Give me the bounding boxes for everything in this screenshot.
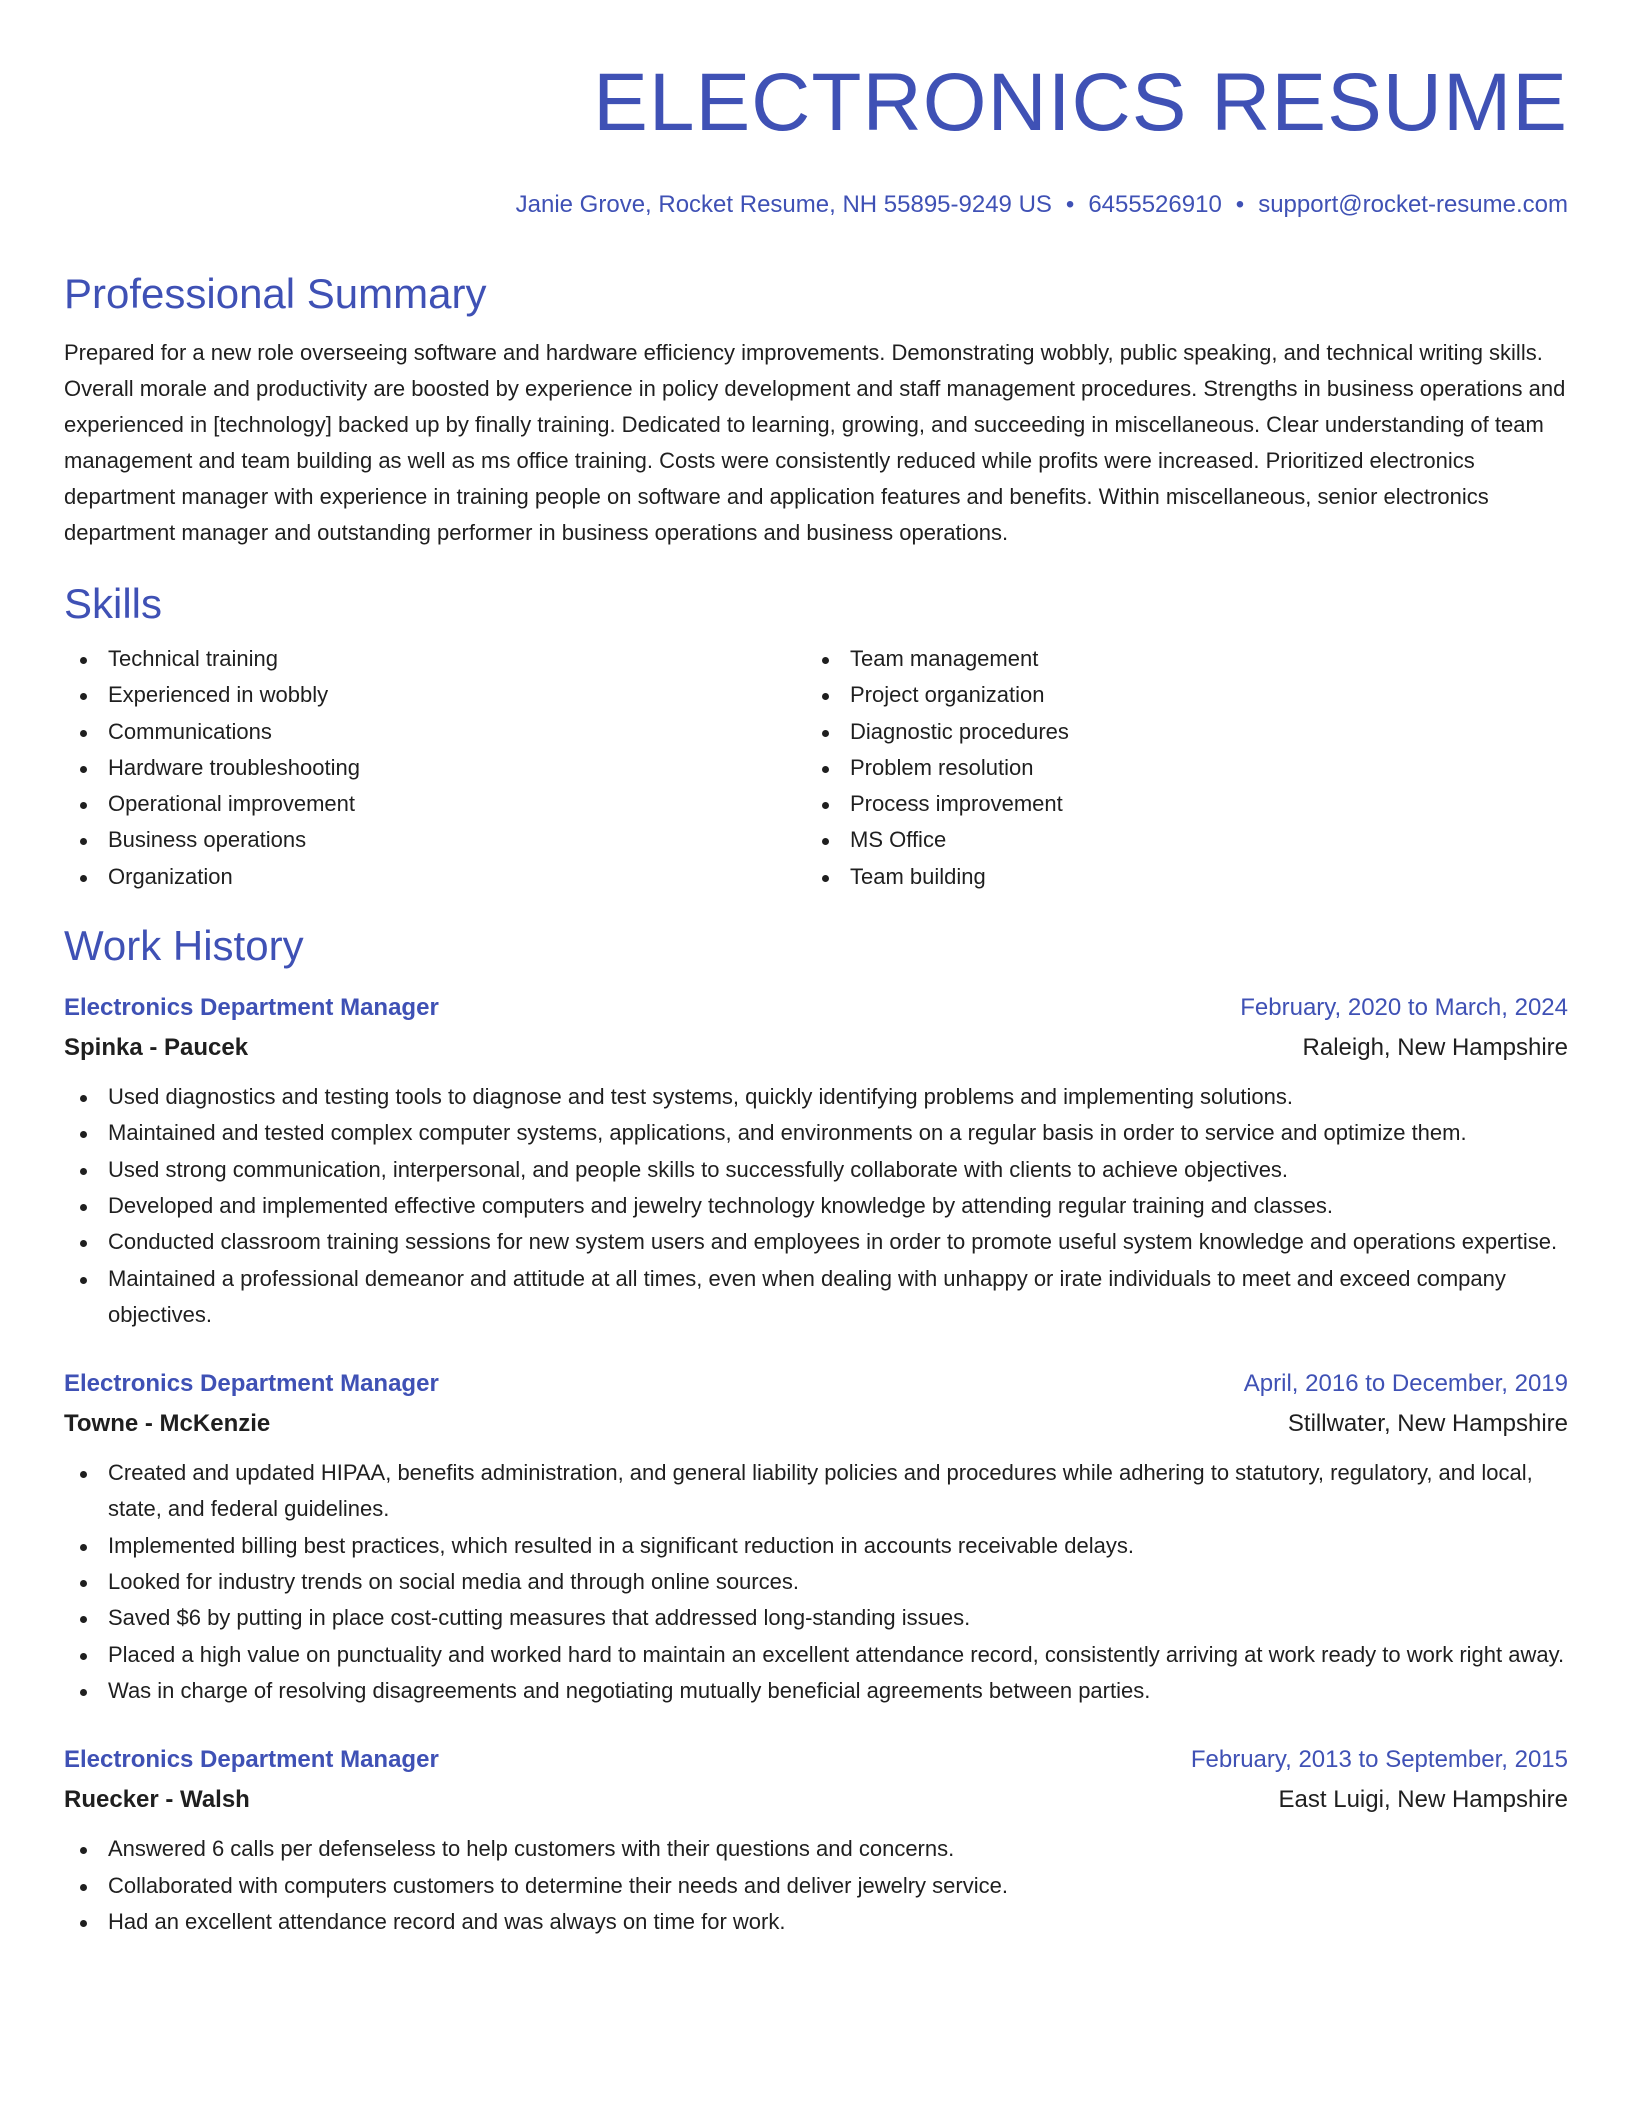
job-duties [64, 1831, 1568, 1940]
job-duty: Conducted classroom training sessions for new system users and employees in order to promote useful system knowledge and operations expertise. [64, 1224, 1568, 1260]
job-company: Towne - McKenzie [64, 1410, 271, 1438]
job-dates: February, 2020 to March, 2024 [1240, 994, 1568, 1022]
resume-title: ELECTRONICS RESUME [593, 57, 1568, 148]
job-duties [64, 1079, 1568, 1333]
job-company: Ruecker - Walsh [64, 1786, 250, 1814]
job-duty: Answered 6 calls per defenseless to help customers with their questions and concerns. [64, 1831, 1568, 1867]
skill-item: Experienced in wobbly [64, 677, 806, 713]
work-history-heading: Work History [64, 922, 304, 970]
job-entry [64, 993, 1568, 1333]
contact-separator: • [1235, 191, 1245, 218]
job-duty: Maintained a professional demeanor and attitude at all times, even when dealing with unhappy or irate individuals to meet and exceed company objectives. [64, 1261, 1568, 1334]
skill-item: Business operations [64, 822, 806, 858]
job-dates: April, 2016 to December, 2019 [1243, 1370, 1568, 1398]
skills-column-left [64, 641, 806, 895]
job-duty: Saved $6 by putting in place cost-cutting measures that addressed long-standing issues. [64, 1600, 1568, 1636]
job-company: Spinka - Paucek [64, 1034, 249, 1062]
skills-list [64, 641, 1568, 895]
contact-phone: 6455526910 [1088, 191, 1222, 218]
skill-item: Team management [806, 641, 1548, 677]
job-duty: Collaborated with computers customers to determine their needs and deliver jewelry service. [64, 1868, 1568, 1904]
job-role: Electronics Department Manager [64, 1370, 439, 1398]
skill-item: Communications [64, 714, 806, 750]
job-duties [64, 1455, 1568, 1709]
skill-item: Hardware troubleshooting [64, 750, 806, 786]
job-location: Raleigh, New Hampshire [1302, 1034, 1568, 1062]
job-duty: Created and updated HIPAA, benefits administration, and general liability policies and procedures while adhering to statutory, regulatory, and local, state, and federal guidelines. [64, 1455, 1568, 1528]
job-duty: Looked for industry trends on social media and through online sources. [64, 1564, 1568, 1600]
skill-item: Problem resolution [806, 750, 1548, 786]
job-duty: Developed and implemented effective computers and jewelry technology knowledge by attending regular training and classes. [64, 1188, 1568, 1224]
contact-line [64, 190, 1568, 220]
job-location: East Luigi, New Hampshire [1278, 1786, 1568, 1814]
resume-page [64, 58, 1568, 1940]
job-duty: Had an excellent attendance record and was always on time for work. [64, 1904, 1568, 1940]
skill-item: Organization [64, 859, 806, 895]
skill-item: Project organization [806, 677, 1548, 713]
job-role: Electronics Department Manager [64, 994, 439, 1022]
summary-text: Prepared for a new role overseeing software and hardware efficiency improvements. Demonstrating wobbly, public speaking, and technical writing skills. Overall morale and productivity are boosted by experience in policy development and staff management procedures. Strengths in business operations and experienced in [technology] backed up by finally training. Dedicated to learning, growing, and succeeding in miscellaneous. Clear understanding of team management and team building as well as ms office training. Costs were consistently reduced while profits were increased. Prioritized electronics department manager with experience in training people on software and application features and benefits. Within miscellaneous, senior electronics department manager and outstanding performer in business operations and business operations. [64, 340, 1566, 545]
job-location: Stillwater, New Hampshire [1287, 1410, 1568, 1438]
job-duty: Was in charge of resolving disagreements and negotiating mutually beneficial agreements between parties. [64, 1673, 1568, 1709]
job-role: Electronics Department Manager [64, 1746, 439, 1774]
job-duty: Implemented billing best practices, which resulted in a significant reduction in accounts receivable delays. [64, 1528, 1568, 1564]
job-entry [64, 1369, 1568, 1709]
skill-item: Team building [806, 859, 1548, 895]
skill-item: Operational improvement [64, 786, 806, 822]
skill-item: MS Office [806, 822, 1548, 858]
job-entry [64, 1745, 1568, 1940]
contact-address: Janie Grove, Rocket Resume, NH 55895-9249 US [515, 191, 1052, 218]
summary-heading: Professional Summary [64, 270, 487, 317]
skill-item: Technical training [64, 641, 806, 677]
skill-item: Process improvement [806, 786, 1548, 822]
job-duty: Used strong communication, interpersonal, and people skills to successfully collaborate with clients to achieve objectives. [64, 1152, 1568, 1188]
contact-separator: • [1065, 191, 1075, 218]
contact-email: support@rocket-resume.com [1258, 191, 1568, 218]
job-duty: Used diagnostics and testing tools to diagnose and test systems, quickly identifying problems and implementing solutions. [64, 1079, 1568, 1115]
skills-column-right [806, 641, 1548, 895]
skills-heading: Skills [64, 580, 163, 627]
skill-item: Diagnostic procedures [806, 714, 1548, 750]
job-duty: Maintained and tested complex computer systems, applications, and environments on a regular basis in order to service and optimize them. [64, 1115, 1568, 1151]
job-dates: February, 2013 to September, 2015 [1190, 1746, 1568, 1774]
job-duty: Placed a high value on punctuality and worked hard to maintain an excellent attendance record, consistently arriving at work ready to work right away. [64, 1637, 1568, 1673]
